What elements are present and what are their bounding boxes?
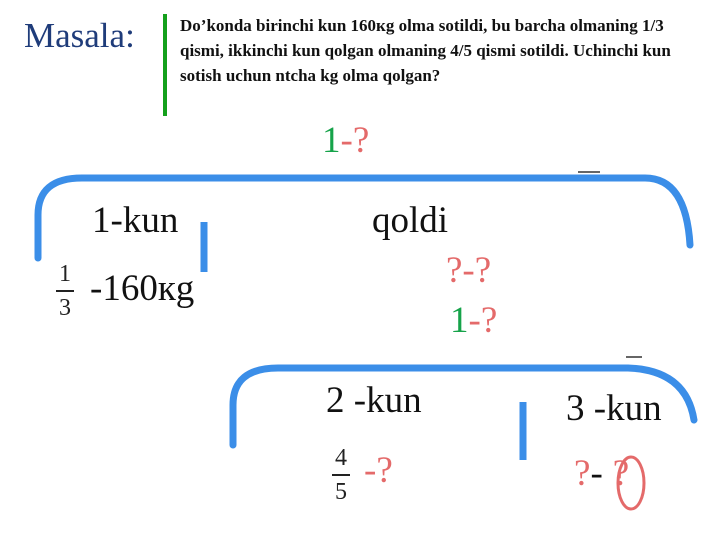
fraction-one-third bbox=[56, 262, 74, 320]
answer-expression: ?- ? bbox=[574, 453, 630, 494]
remaining-whole: 1-? bbox=[450, 300, 498, 341]
second-day-label: 2 -kun bbox=[326, 380, 422, 421]
problem-statement: Do’konda birinchi kun 160кg olma sotildi, bu barcha olmaning 1/3 qismi, ikkinchi kun qolgan olmaning 4/5 qismi sotildi. Uchinchi kun sotish uchun ntcha kg olma qolgan? bbox=[180, 16, 671, 85]
remaining-unknown: ?-? bbox=[446, 250, 492, 291]
second-day-amount: -? bbox=[364, 450, 393, 491]
fraction-numerator: 4 bbox=[335, 445, 347, 471]
fraction-denominator: 5 bbox=[335, 478, 347, 505]
fraction-numerator: 1 bbox=[59, 261, 71, 287]
fraction-denominator: 3 bbox=[59, 294, 71, 321]
third-day-label: 3 -kun bbox=[566, 388, 662, 429]
fraction-four-fifths bbox=[332, 446, 350, 504]
remaining-label: qoldi bbox=[372, 200, 449, 241]
problem-heading: Masala: bbox=[24, 16, 135, 55]
fraction-bar bbox=[332, 474, 350, 476]
first-day-label: 1-kun bbox=[92, 200, 179, 241]
first-day-amount: -160кg bbox=[90, 268, 195, 309]
fraction-bar bbox=[56, 290, 74, 292]
total-label: 1-? bbox=[322, 120, 370, 161]
